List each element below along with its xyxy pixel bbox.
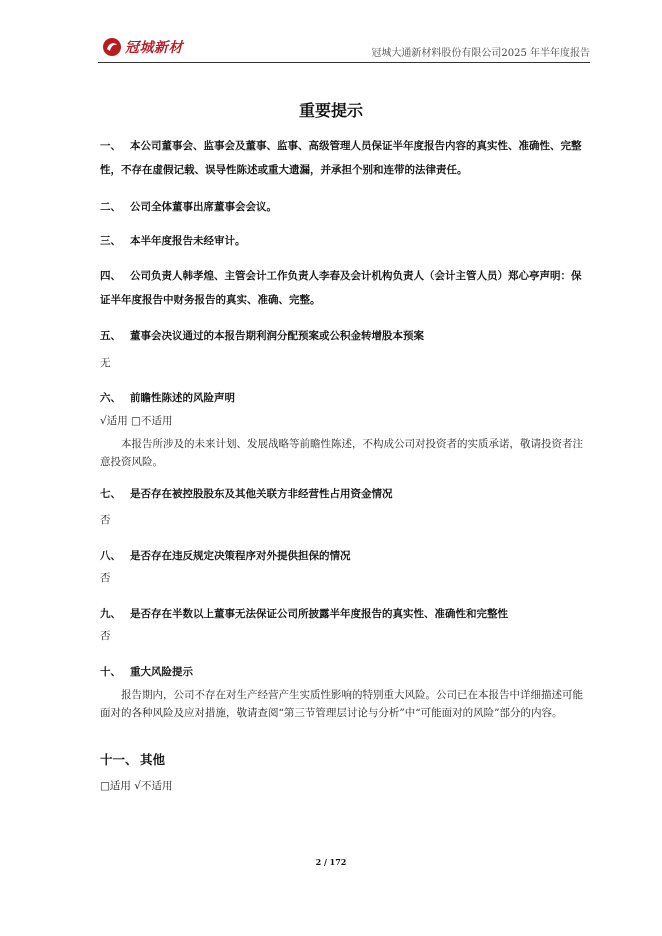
section-7 [100,482,590,506]
page-header [98,34,590,63]
section-11-answer: □适用 √不适用 [100,780,173,792]
section-11 [100,748,590,772]
section-6 [100,386,590,410]
section-number: 八、 [100,550,121,562]
page-number: 2 / 172 [315,857,347,867]
section-number: 四、 [100,270,121,282]
section-text: 公司全体董事出席董事会会议。 [130,201,277,213]
section-5 [100,324,590,348]
section-number: 一、 [100,140,121,152]
section-9 [100,602,590,626]
section-10-paragraph: 报告期内，公司不存在对生产经营产生实质性影响的特别重大风险。公司已在本报告中详细描述可能面对的各种风险及应对措施，敬请查阅“第三节管理层讨论与分析”中“可能面对的风险”部分的内容。 [100,689,583,719]
company-logo [102,36,183,58]
section-number: 二、 [100,201,121,213]
section-text: 重大风险提示 [130,666,193,678]
section-number: 九、 [100,608,121,620]
section-number: 五、 [100,330,121,342]
section-text: 董事会决议通过的本报告期利润分配预案或公积金转增股本预案 [130,330,424,342]
section-number: 十、 [100,666,121,678]
section-1 [100,134,590,182]
page-title: 重要提示 [298,101,363,120]
section-8 [100,544,590,568]
section-5-answer: 无 [100,357,111,369]
section-number: 七、 [100,488,121,500]
section-6-answer: √适用 □不适用 [100,415,173,427]
section-text: 是否存在违反规定决策程序对外提供担保的情况 [130,550,351,562]
section-8-answer: 否 [100,572,111,584]
section-text: 是否存在被控股股东及其他关联方非经营性占用资金情况 [130,488,393,500]
section-number: 六、 [100,392,121,404]
section-number: 十一、 [100,752,138,767]
section-text: 前瞻性陈述的风险声明 [130,392,235,404]
section-text: 公司负责人韩孝煌、主管会计工作负责人李春及会计机构负责人（会计主管人员）郑心亭声明：保证半年度报告中财务报告的真实、准确、完整。 [100,270,582,306]
section-text: 其他 [140,752,166,767]
section-3 [100,229,590,253]
header-title: 冠城大通新材料股份有限公司2025 年半年度报告 [371,48,590,59]
section-number: 三、 [100,235,121,247]
section-6-paragraph: 本报告所涉及的未来计划、发展战略等前瞻性陈述，不构成公司对投资者的实质承诺，敬请投资者注意投资风险。 [100,438,583,468]
section-7-answer: 否 [100,514,111,526]
section-4 [100,264,590,312]
logo-text: 冠城新材 [125,40,183,56]
section-text: 本半年度报告未经审计。 [130,235,246,247]
section-9-answer: 否 [100,630,111,642]
section-10 [100,660,590,684]
section-2 [100,195,590,219]
section-text: 本公司董事会、监事会及董事、监事、高级管理人员保证半年度报告内容的真实性、准确性、完整性，不存在虚假记载、误导性陈述或重大遗漏，并承担个别和连带的法律责任。 [100,140,582,176]
section-text: 是否存在半数以上董事无法保证公司所披露半年度报告的真实性、准确性和完整性 [130,608,508,620]
logo-mark-icon [102,37,122,57]
